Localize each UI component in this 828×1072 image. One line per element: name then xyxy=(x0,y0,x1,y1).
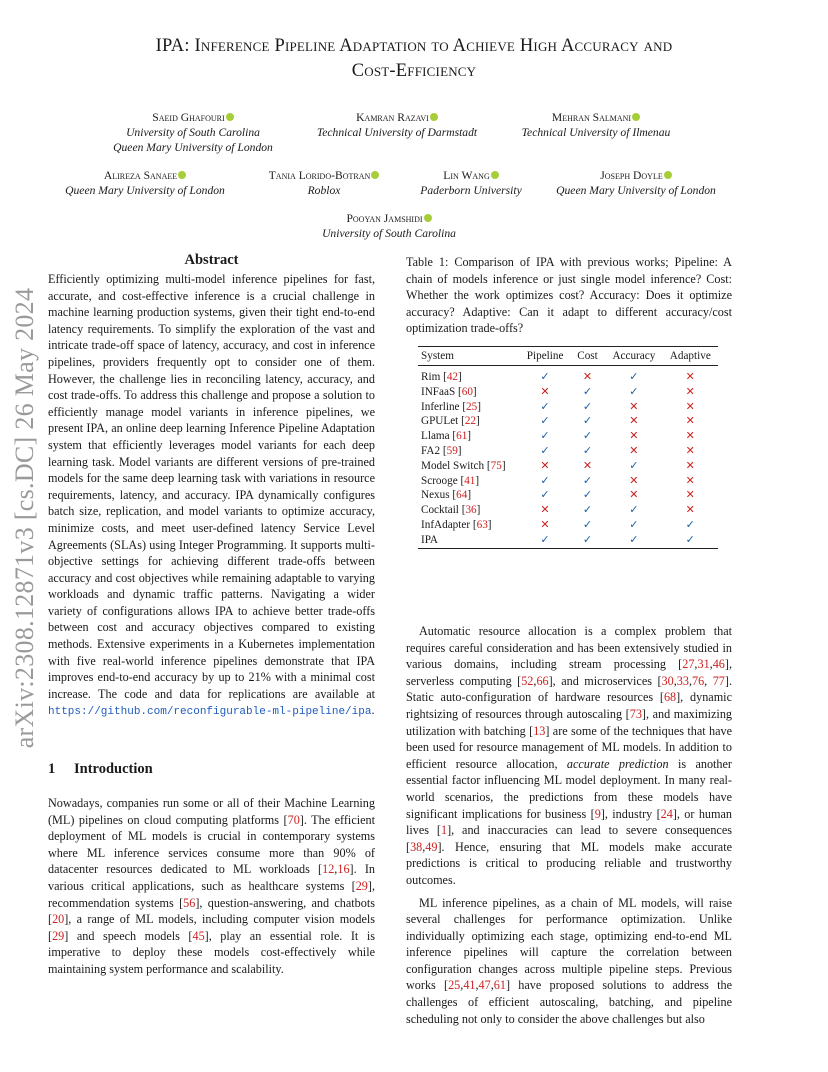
citation-link[interactable]: 77 xyxy=(712,673,725,688)
system-name: Inferline xyxy=(421,400,460,413)
system-name-cell: Llama [61] xyxy=(421,430,472,443)
citation-link[interactable]: 22 xyxy=(464,415,477,428)
citation-link[interactable]: 1 xyxy=(440,823,448,838)
system-name: FA2 xyxy=(421,444,441,457)
citation-link[interactable]: 75 xyxy=(490,459,502,472)
citation-link[interactable]: 61 xyxy=(456,430,468,443)
check-icon: ✓ xyxy=(570,533,605,548)
author-affiliation: Queen Mary University of London xyxy=(556,184,716,197)
author-name: Mehran Salmani xyxy=(551,111,632,124)
author-name: Pooyan Jamshidi xyxy=(346,212,423,225)
cross-icon: ✕ xyxy=(629,400,639,413)
system-name: Model Switch xyxy=(421,459,485,472)
cross-icon: ✕ xyxy=(685,459,695,472)
check-icon: ✓ xyxy=(540,444,550,457)
cross-icon: ✕ xyxy=(629,489,639,502)
citation-link[interactable]: 33 xyxy=(676,673,689,688)
table-row xyxy=(418,444,718,459)
citation-link[interactable]: 27 xyxy=(682,657,695,672)
author-affiliation: Technical University of Ilmenau xyxy=(521,126,671,139)
column-header: Pipeline xyxy=(520,347,569,366)
author-affiliation: University of South Carolina xyxy=(126,126,260,139)
paragraph: ML inference pipelines, as a chain of ML models, will raise several challenges for performance optimization. Unlike individually optimizing each stage, optimizing end-to-end ML inference pipelines will capture the correlation between configuration changes across multiple pipeline steps. Previous works [25,41,47,61] have proposed solutions to address the challenges of efficient autoscaling, batching, and pipeline scheduling not only to consider the above challenges but also xyxy=(406,895,732,1026)
system-name-cell: Cocktail [36] xyxy=(421,504,481,517)
system-name-cell xyxy=(418,533,520,548)
citation-link[interactable]: 31 xyxy=(697,657,710,672)
cross-icon: ✕ xyxy=(629,474,639,487)
system-name: GPULet xyxy=(421,415,459,428)
author-block xyxy=(538,168,734,198)
citation-link[interactable]: 38 xyxy=(410,839,423,854)
check-icon: ✓ xyxy=(629,385,639,398)
system-name-cell: Nexus [64] xyxy=(421,489,472,502)
citation-link[interactable]: 12 xyxy=(322,862,335,877)
table-row xyxy=(418,414,718,429)
citation-link[interactable]: 59 xyxy=(446,444,458,457)
author-affiliation: University of South Carolina xyxy=(322,227,456,240)
right-column-text xyxy=(406,623,732,1027)
emphasis: accurate prediction xyxy=(566,756,669,771)
table-row xyxy=(418,474,718,489)
author-name: Alireza Sanaee xyxy=(103,169,178,182)
section-title: Introduction xyxy=(74,761,153,777)
citation-link[interactable]: 9 xyxy=(594,806,601,821)
table-row xyxy=(418,366,718,385)
cross-icon: ✕ xyxy=(685,444,695,457)
cross-icon: ✕ xyxy=(685,385,695,398)
table-row xyxy=(418,488,718,503)
system-name: INFaaS xyxy=(421,385,456,398)
author-block xyxy=(244,168,404,198)
orcid-icon[interactable] xyxy=(632,113,640,121)
intro-paragraph: Nowadays, companies run some or all of their Machine Learning (ML) pipelines on cloud computing platforms [70]. The efficient deployment of ML models is crucial in contemporary systems where ML inference services consume more than 90% of datacenter resources dedicated to ML workloads [12,16]. In various critical applications, such as healthcare systems [29], recommendation systems [56], question-answering, and chatbots [20], a range of ML models, including computer vision models [29] and speech models [45], play an essential role. It is imperative to deploy these models cost-effectively while maintaining system performance and scalability. xyxy=(48,796,376,976)
citation-link[interactable]: 36 xyxy=(465,504,477,517)
check-icon: ✓ xyxy=(629,459,639,472)
system-name-cell: Inferline [25] xyxy=(421,400,481,413)
citation-link[interactable]: 46 xyxy=(712,657,725,672)
column-header: Cost xyxy=(570,347,605,366)
citation-link[interactable]: 24 xyxy=(660,806,673,821)
author-block xyxy=(48,168,242,198)
citation-link[interactable]: 64 xyxy=(456,489,468,502)
section-heading xyxy=(48,761,153,778)
check-icon: ✓ xyxy=(540,430,550,443)
cross-icon: ✕ xyxy=(685,400,695,413)
check-icon: ✓ xyxy=(582,400,593,413)
section-number: 1 xyxy=(48,761,56,777)
citation-link[interactable]: 25 xyxy=(448,978,461,993)
orcid-icon[interactable] xyxy=(491,171,499,179)
cross-icon: ✕ xyxy=(540,518,550,531)
check-icon: ✓ xyxy=(685,518,695,531)
table-row xyxy=(418,533,718,548)
author-affiliation: Paderborn University xyxy=(420,184,522,197)
check-icon: ✓ xyxy=(582,385,593,398)
system-name-cell: Model Switch [75] xyxy=(421,459,506,472)
check-icon: ✓ xyxy=(629,518,639,531)
title-line-1: IPA: Inference Pipeline Adaptation to Achieve High Accuracy and xyxy=(155,36,673,56)
author-block xyxy=(496,110,696,140)
author-affiliation: Technical University of Darmstadt xyxy=(316,126,478,139)
author-block xyxy=(289,211,489,241)
orcid-icon[interactable] xyxy=(371,171,379,179)
arxiv-stamp: arXiv:2308.12871v3 [cs.DC] 26 May 2024 xyxy=(10,287,39,749)
system-name: Cocktail xyxy=(421,504,459,517)
check-icon: ✓ xyxy=(540,489,550,502)
comparison-table xyxy=(418,346,718,549)
orcid-icon[interactable] xyxy=(430,113,438,121)
check-icon: ✓ xyxy=(540,400,550,413)
check-icon: ✓ xyxy=(582,444,593,457)
abstract-body: Efficiently optimizing multi-model inference pipelines for fast, accurate, and cost-effective inference is a crucial challenge in machine learning production systems, given their tight end-to-end latency requirements. To simplify the exploration of the vast and intricate trade-off space of latency, accuracy, and cost in inference pipelines, providers frequently opt to consider one of them. However, the challenge lies in reconciling latency, accuracy, and cost trade-offs. To address this challenge and propose a solution to efficiently manage model variants in inference pipelines, we present IPA, an online deep learning Inference Pipeline Adaptation system that efficiently leverages model variants for each deep learning task. Model variants are different versions of pre-trained models for the same deep learning task with variations in resource requirements, latency, and accuracy. IPA dynamically configures batch size, replication, and model variants to optimize accuracy, minimize costs, and meet user-defined latency Service Level Agreements (SLAs) using Integer Programming. It supports multi-objective settings for achieving different trade-offs between accuracy and cost objectives while remaining adaptable to varying workloads and dynamic traffic patterns. Navigating a wider variety of configurations allows IPA to achieve better trade-offs between cost and accuracy objectives compared to existing methods. Extensive experiments in a Kubernetes implementation with five real-world inference pipelines demonstrate that IPA improves end-to-end accuracy by up to 21% with a minimal cost increase. The code and data for replications are available at xyxy=(48,272,375,701)
citation-link[interactable]: 73 xyxy=(629,706,642,721)
system-name-cell: GPULet [22] xyxy=(421,415,480,428)
system-name: Nexus xyxy=(421,489,450,502)
system-name: IPA xyxy=(421,533,438,546)
citation-link[interactable]: 29 xyxy=(52,928,65,943)
title-line-2: Cost-Efficiency xyxy=(351,61,477,81)
check-icon: ✓ xyxy=(605,533,662,548)
abstract-text: Efficiently optimizing multi-model inference pipelines for fast, accurate, and cost-effective inference is a crucial challenge in machine learning production systems, given their tight end-to-end latency requirements. To simplify the exploration of the vast and intricate trade-off space of latency, accuracy, and cost in inference pipelines, providers frequently opt to consider one of them. However, the challenge lies in reconciling latency, accuracy, and cost trade-offs. To address this challenge and propose a solution to efficiently manage model variants in inference pipelines, we present IPA, an online deep learning Inference Pipeline Adaptation system that efficiently leverages model variants for each deep learning task. Model variants are different versions of pre-trained models for the same deep learning task with variations in resource requirements, latency, and accuracy. IPA dynamically configures batch size, replication, and model variants to optimize accuracy, minimize costs, and meet user-defined latency Service Level Agreements (SLAs) using Integer Programming. It supports multi-objective settings for achieving different trade-offs between accuracy and cost objectives while remaining adaptable to varying workloads and dynamic traffic patterns. Navigating a wider variety of configurations allows IPA to achieve better trade-offs between cost and accuracy objectives compared to existing methods. Extensive experiments in a Kubernetes implementation with five real-world inference pipelines demonstrate that IPA improves end-to-end accuracy by up to 21% with a minimal cost increase. The code and data for replications are available at https://github.com/reconfigurable-ml-pipeline/ipa. xyxy=(48,272,375,719)
author-block xyxy=(406,168,536,198)
author-affiliation: Queen Mary University of London xyxy=(65,184,225,197)
column-header: Accuracy xyxy=(605,347,662,366)
cross-icon: ✕ xyxy=(685,415,695,428)
citation-link[interactable]: 47 xyxy=(478,978,491,993)
system-name-cell: Rim [42] xyxy=(421,371,462,383)
system-name-cell: InfAdapter [63] xyxy=(421,518,492,531)
check-icon: ✓ xyxy=(540,371,550,383)
citation-link[interactable]: 25 xyxy=(466,400,478,413)
table-row xyxy=(418,503,718,518)
check-icon: ✓ xyxy=(540,474,550,487)
orcid-icon[interactable] xyxy=(226,113,234,121)
table-row xyxy=(418,400,718,415)
code-link[interactable]: https://github.com/reconfigurable-ml-pipeline/ipa xyxy=(48,706,372,719)
system-name: InfAdapter xyxy=(421,518,471,531)
citation-link[interactable]: 61 xyxy=(493,978,506,993)
check-icon: ✓ xyxy=(629,504,639,517)
author-name: Joseph Doyle xyxy=(600,169,663,182)
check-icon: ✓ xyxy=(663,533,718,548)
cross-icon: ✕ xyxy=(685,504,695,517)
table-row xyxy=(418,518,718,533)
citation-link[interactable]: 66 xyxy=(536,673,549,688)
table-body xyxy=(418,366,718,549)
citation-link[interactable]: 45 xyxy=(192,928,205,943)
cross-icon: ✕ xyxy=(540,385,550,398)
system-name: Llama xyxy=(421,430,450,443)
citation-link[interactable]: 63 xyxy=(476,518,488,531)
author-name: Tania Lorido-Botran xyxy=(268,169,371,182)
check-icon: ✓ xyxy=(540,415,550,428)
citation-link[interactable]: 20 xyxy=(52,912,65,927)
citation-link[interactable]: 68 xyxy=(663,690,677,705)
orcid-icon[interactable] xyxy=(424,214,432,222)
citation-link[interactable]: 49 xyxy=(425,839,438,854)
cross-icon: ✕ xyxy=(582,459,593,472)
cross-icon: ✕ xyxy=(582,371,593,383)
table-row xyxy=(418,385,718,400)
table-row xyxy=(418,429,718,444)
cross-icon: ✕ xyxy=(629,430,639,443)
orcid-icon[interactable] xyxy=(664,171,672,179)
citation-link[interactable]: 76 xyxy=(691,673,705,688)
author-block xyxy=(292,110,502,140)
cross-icon: ✕ xyxy=(685,474,695,487)
cross-icon: ✕ xyxy=(629,415,639,428)
check-icon: ✓ xyxy=(582,415,593,428)
citation-link[interactable]: 60 xyxy=(461,385,473,398)
author-block xyxy=(93,110,293,155)
table-caption: Table 1: Comparison of IPA with previous works; Pipeline: A chain of models inference or just single model inference? Cost: Whether the work optimizes cost? Accuracy: Does it optimize accuracy? Adaptive: Can it adapt to different accuracy/cost optimization trade-offs? xyxy=(406,255,732,336)
citation-link[interactable]: 13 xyxy=(533,723,546,738)
check-icon: ✓ xyxy=(582,430,593,443)
column-header: System xyxy=(418,347,520,366)
author-affiliation: Queen Mary University of London xyxy=(113,141,273,154)
author-name: Kamran Razavi xyxy=(356,111,429,124)
orcid-icon[interactable] xyxy=(178,171,186,179)
paragraph: Automatic resource allocation is a complex problem that requires careful consideration and has been extensively studied in various domains, including stream processing [27,31,46], serverless computing [52,66], and microservices [30,33,76, 77]. Static auto-configuration of hardware resources [68], dynamic rightsizing of resources through autoscaling [73], and maximizing utilization with batching [13] are some of the techniques that have been used for resource management of ML models. In addition to efficient resource allocation, accurate prediction is another essential factor influencing ML model deployment. In many real-world scenarios, the predictions from these models have significant implications for business [9], industry [24], or human lives [1], and inaccuracies can lead to severe consequences [38,49]. Hence, ensuring that ML models make accurate predictions is critical to producing reliable and trustworthy outcomes. xyxy=(406,624,733,887)
system-name: Scrooge xyxy=(421,474,458,487)
check-icon: ✓ xyxy=(582,518,593,531)
citation-link[interactable]: 41 xyxy=(464,474,476,487)
citation-link[interactable]: 70 xyxy=(287,812,300,827)
check-icon: ✓ xyxy=(582,474,593,487)
citation-link[interactable]: 42 xyxy=(446,371,458,383)
citation-link[interactable]: 52 xyxy=(521,673,534,688)
system-name-cell: INFaaS [60] xyxy=(421,385,477,398)
author-name: Lin Wang xyxy=(443,169,490,182)
table-header-row xyxy=(418,347,718,366)
table-row xyxy=(418,459,718,474)
cross-icon: ✕ xyxy=(540,504,550,517)
author-affiliation: Roblox xyxy=(307,184,341,197)
cross-icon: ✕ xyxy=(629,444,639,457)
check-icon: ✓ xyxy=(582,504,593,517)
paper-title xyxy=(40,34,788,84)
system-name: Rim xyxy=(421,371,441,383)
cross-icon: ✕ xyxy=(685,371,695,383)
citation-link[interactable]: 41 xyxy=(463,978,476,993)
check-icon: ✓ xyxy=(520,533,569,548)
author-name: Saeid Ghafouri xyxy=(152,111,225,124)
abstract-heading: Abstract xyxy=(184,252,239,268)
column-header: Adaptive xyxy=(663,347,718,366)
citation-link[interactable]: 16 xyxy=(337,862,350,877)
system-name-cell: Scrooge [41] xyxy=(421,474,480,487)
cross-icon: ✕ xyxy=(685,489,695,502)
cross-icon: ✕ xyxy=(540,459,550,472)
system-name-cell: FA2 [59] xyxy=(421,444,462,457)
cross-icon: ✕ xyxy=(685,430,695,443)
check-icon: ✓ xyxy=(582,489,593,502)
citation-link[interactable]: 30 xyxy=(661,673,674,688)
check-icon: ✓ xyxy=(629,371,639,383)
citation-link[interactable]: 56 xyxy=(183,895,196,910)
citation-link[interactable]: 29 xyxy=(355,878,368,893)
